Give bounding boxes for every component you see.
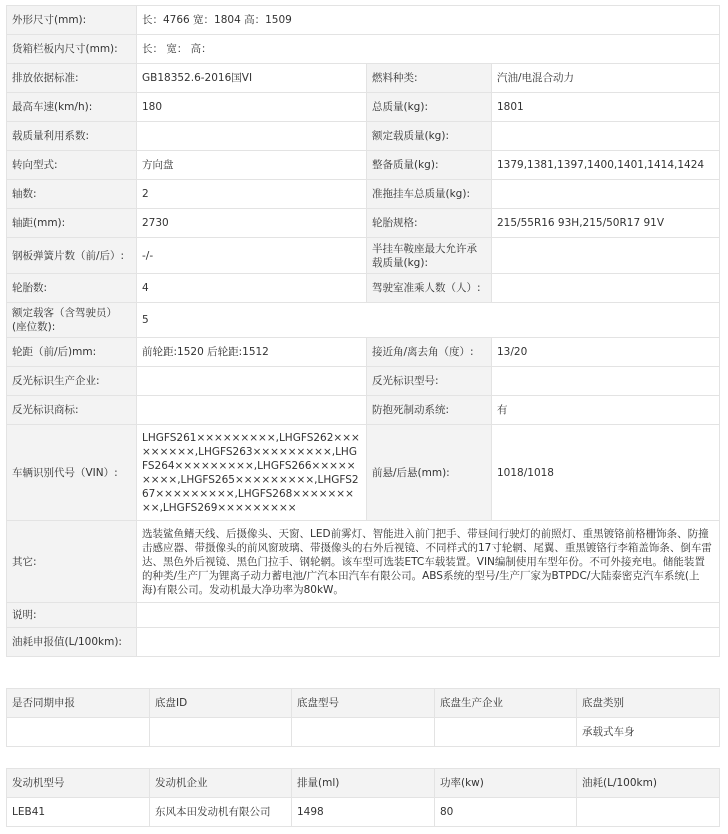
dimensions-label: 外形尺寸(mm): [7,6,137,35]
fuel-consumption-label: 油耗申报值(L/100km): [7,628,137,657]
engine-cell: 80 [435,798,577,827]
engine-header-row [7,769,720,798]
overhang-label: 前悬/后悬(mm): [367,425,492,521]
reflector-maker-label: 反光标识生产企业: [7,367,137,396]
chassis-cell [7,718,150,747]
engine-header-cell: 油耗(L/100km) [577,769,720,798]
approach-angle-label: 接近角/离去角（度）: [367,338,492,367]
spec-row-seats [7,303,720,338]
engine-cell: 东风本田发动机有限公司 [150,798,292,827]
axles-value: 2 [137,180,367,209]
tire-count-value: 4 [137,274,367,303]
note-value [137,603,720,628]
spec-row-note [7,603,720,628]
chassis-header-cell: 底盘型号 [292,689,435,718]
emission-label: 排放依据标准: [7,64,137,93]
vehicle-spec-table [6,5,720,657]
total-mass-label: 总质量(kg): [367,93,492,122]
chassis-cell: 承载式车身 [577,718,720,747]
vin-value: LHGFS261×××××××××,LHGFS262×××××××××,LHGFS263×××××××××,LHGFS264×××××××××,LHGFS266×××××××××,LHGFS265×××××××××,LHGFS267×××××××××,LHGFS268×××××××××,LHGFS269××××××××× [137,425,367,521]
chassis-cell [435,718,577,747]
cargo-size-value: 长： 宽： 高： [137,35,720,64]
other-value: 选装鲨鱼鳍天线、后摄像头、天窗、LED前雾灯、智能进入前门把手、带昼间行驶灯的前照灯、重黑镀铬前格栅饰条、防撞击感应器、带摄像头的前风窗玻璃、带摄像头的右外后视镜、不同样式的17寸轮辋、尾翼、重黑镀铬行李箱盖饰条、倒车雷达、黑色外后视镜、黑色门拉手、钢轮辋。该车型可选装ETC车载装置。VIN编制使用车型年份。不可外接充电。储能装置的种类/生产厂为锂离子动力蓄电池/广汽本田汽车有限公司。ABS系统的型号/生产厂家为BTPDC/大陆泰密克汽车系统(上海)有限公司。发动机最大净功率为80kW。 [137,521,720,603]
curb-mass-value: 1379,1381,1397,1400,1401,1414,1424 [492,151,720,180]
seats-value: 5 [137,303,720,338]
engine-cell: 1498 [292,798,435,827]
approach-angle-value: 13/20 [492,338,720,367]
spec-row-load [7,122,720,151]
chassis-cell [292,718,435,747]
tire-count-label: 轮胎数: [7,274,137,303]
spec-row-axles [7,180,720,209]
other-label: 其它: [7,521,137,603]
cargo-size-label: 货箱栏板内尺寸(mm): [7,35,137,64]
chassis-cell [150,718,292,747]
engine-cell [577,798,720,827]
engine-header-cell: 功率(kw) [435,769,577,798]
abs-value: 有 [492,396,720,425]
wheelbase-label: 轴距(mm): [7,209,137,238]
chassis-header-cell: 是否同期申报 [7,689,150,718]
seats-label: 额定载客（含驾驶员）(座位数): [7,303,137,338]
engine-table [6,768,720,827]
fuel-type-label: 燃料种类: [367,64,492,93]
cab-passengers-label: 驾驶室准乘人数（人）: [367,274,492,303]
engine-header-cell: 排量(ml) [292,769,435,798]
semi-trailer-value [492,238,720,274]
trailer-mass-label: 准拖挂车总质量(kg): [367,180,492,209]
overhang-value: 1018/1018 [492,425,720,521]
reflector-model-value [492,367,720,396]
engine-header-cell: 发动机企业 [150,769,292,798]
wheelbase-value: 2730 [137,209,367,238]
spec-row-other [7,521,720,603]
semi-trailer-label: 半挂车鞍座最大允许承载质量(kg): [367,238,492,274]
max-speed-value: 180 [137,93,367,122]
spec-row-vin [7,425,720,521]
max-speed-label: 最高车速(km/h): [7,93,137,122]
tire-spec-value: 215/55R16 93H,215/50R17 91V [492,209,720,238]
spec-row-speed [7,93,720,122]
chassis-header-row [7,689,720,718]
spec-row-dimensions [7,6,720,35]
chassis-header-cell: 底盘类别 [577,689,720,718]
fuel-type-value: 汽油/电混合动力 [492,64,720,93]
load-util-value [137,122,367,151]
emission-value: GB18352.6-2016国VI [137,64,367,93]
chassis-table [6,688,720,747]
rated-load-value [492,122,720,151]
spring-label: 钢板弹簧片数（前/后）: [7,238,137,274]
spec-row-reflector [7,367,720,396]
reflector-maker-value [137,367,367,396]
chassis-header-cell: 底盘ID [150,689,292,718]
steering-value: 方向盘 [137,151,367,180]
reflector-model-label: 反光标识型号: [367,367,492,396]
spring-value: -/- [137,238,367,274]
dimensions-value: 长：4766 宽：1804 高：1509 [137,6,720,35]
table-row [7,718,720,747]
spec-row-cargo [7,35,720,64]
steering-label: 转向型式: [7,151,137,180]
track-label: 轮距（前/后)mm: [7,338,137,367]
total-mass-value: 1801 [492,93,720,122]
spec-row-fuel-consumption [7,628,720,657]
track-value: 前轮距:1520 后轮距:1512 [137,338,367,367]
spec-row-abs [7,396,720,425]
spec-row-track [7,338,720,367]
reflector-brand-value [137,396,367,425]
note-label: 说明: [7,603,137,628]
engine-cell: LEB41 [7,798,150,827]
spec-row-spring [7,238,720,274]
chassis-header-cell: 底盘生产企业 [435,689,577,718]
spec-row-tires [7,274,720,303]
vin-label: 车辆识别代号（VIN）: [7,425,137,521]
spec-row-emission [7,64,720,93]
table-row [7,798,720,827]
tire-spec-label: 轮胎规格: [367,209,492,238]
trailer-mass-value [492,180,720,209]
curb-mass-label: 整备质量(kg): [367,151,492,180]
rated-load-label: 额定载质量(kg): [367,122,492,151]
engine-header-cell: 发动机型号 [7,769,150,798]
spec-row-steering [7,151,720,180]
cab-passengers-value [492,274,720,303]
spec-row-wheelbase [7,209,720,238]
load-util-label: 载质量利用系数: [7,122,137,151]
abs-label: 防抱死制动系统: [367,396,492,425]
axles-label: 轴数: [7,180,137,209]
reflector-brand-label: 反光标识商标: [7,396,137,425]
fuel-consumption-value [137,628,720,657]
